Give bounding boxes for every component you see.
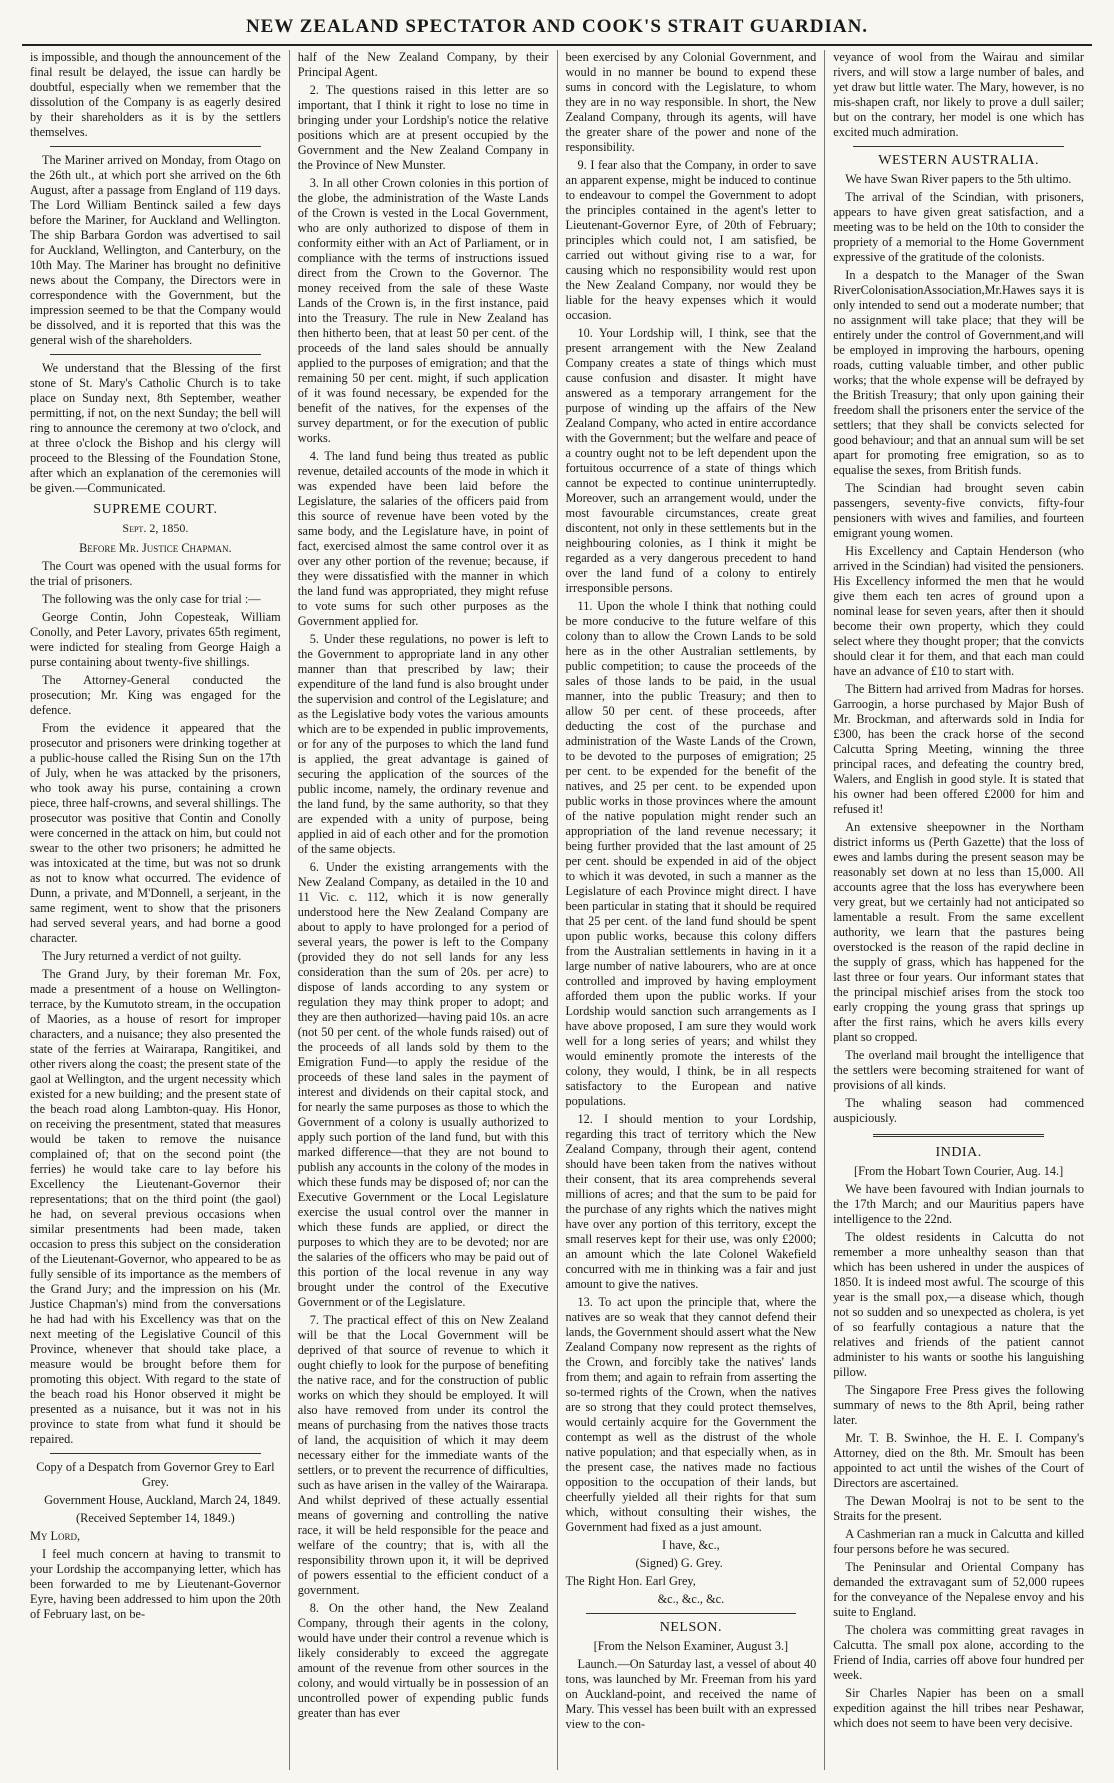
paragraph: Mr. T. B. Swinhoe, the H. E. I. Company's Attorney, died on the 8th. Mr. Smoult has been appointed to act until the wishes of the Court of Directors are ascertained. (833, 1431, 1084, 1490)
closing: I have, &c., (662, 1538, 720, 1552)
divider (50, 1453, 261, 1454)
addressee-etc: &c., &c., &c. (657, 1592, 725, 1606)
paragraph: 7. The practical effect of this on New Zealand will be that the Local Government will be deprived of that source of revenue to which it ought chiefly to look for the purpose of benefiting the native race, and for the construction of public works on which they should be employed. It will also have removed from under its control the means of purchasing from the natives those tracts of land, the acquisition of which it may deem necessary either for the immediate wants of the settlers, or to prevent the recurrence of difficulties, such as have arisen in the valley of the Wairarapa. And whilst deprived of these actually essential means of governing and controlling the native race, it will be held responsible for the peace and welfare of the country; that is, with all the responsibility thrown upon it, it will be deprived of powers essential to the efficient conduct of a government. (297, 1313, 549, 1597)
signature: (Signed) G. Grey. (635, 1556, 723, 1570)
paragraph: The Attorney-General conducted the prosecution; Mr. King was engaged for the defence. (30, 673, 281, 717)
despatch-place-date: Government House, Auckland, March 24, 1849. (44, 1493, 281, 1507)
section-source: [From the Nelson Examiner, August 3.] (593, 1639, 789, 1653)
paragraph: A Cashmerian ran a muck in Calcutta and killed four persons before he was secured. (833, 1527, 1084, 1556)
paragraph: The Scindian had brought seven cabin passengers, seventy-five convicts, fifty-four pensioners with wives and families, and fourteen emigrant young women. (833, 481, 1084, 540)
paragraph: The Peninsular and Oriental Company has demanded the extravagant sum of 52,000 rupees for the conveyance of the Nepalese envoy and his suite to England. (833, 1560, 1084, 1619)
paragraph: The Court was opened with the usual forms for the trial of prisoners. (30, 559, 281, 588)
section-heading-nelson: NELSON. (659, 1620, 722, 1635)
paragraph: In a despatch to the Manager of the Swan RiverColonisationAssociation,Mr.Hawes says it is only intended to send out a moderate number; that no assignment will take place; that they will be entirely under the control of Government,and will be employed in improving the harbours, opening roads, cutting valuable timber, and other public works; that the whole expense will be defrayed by the British Treasury; that only upon gaining their freedom shall the prisoners enter the service of the settlers; that they shall be convicts selected for good behaviour; and that an annual sum will be set apart for promoting free emigration, so as to equalise the sexes, from British funds. (833, 268, 1084, 477)
divider (586, 1613, 797, 1614)
paragraph: The oldest residents in Calcutta do not remember a more unhealthy season than that which has been ushered in under the auspices of 1850. It is indeed most awful. The scourge of this year is the small pox,—a disease which, though not so sudden and so unexpected as cholera, is yet of so fearfully contagious a nature that the relatives and friends of the patient cannot administer to his wants or soothe his languishing pillow. (833, 1230, 1084, 1379)
paragraph: 9. I fear also that the Company, in order to save an apparent expense, might be induced to continue to endeavour to compel the Government to adopt the principles contained in the agent's letter to Lieutenant-Governor Eyre, of 20th of February; principles which could not, I am satisfied, be carried out without giving rise to a war, for causing which no responsibility would rest upon the New Zealand Company, nor would they be liable for the heavy expenses which it would occasion. (565, 158, 817, 322)
addressee: The Right Hon. Earl Grey, (565, 1574, 696, 1588)
salutation: My Lord, (30, 1529, 81, 1543)
paragraph: 12. I should mention to your Lordship, regarding this tract of territory which the New Zealand Company, through their agent, contend should have been taken from the natives without their consent, that its area comprehends several millions of acres; and that the sum to be paid for the purchase of any rights which the natives might have over any portion of this territory, except the small reserves kept for their use, was only £2000; an amount which the late Colonel Wakefield concurred with me in thinking was a fair and just amount to give the natives. (565, 1112, 817, 1291)
column-2 (290, 50, 558, 1770)
paragraph: We have Swan River papers to the 5th ultimo. (845, 172, 1072, 186)
paragraph: The arrival of the Scindian, with prisoners, appears to have given great satisfaction, and a meeting was to be held on the 10th to consider the propriety of a memorial to the Home Government expressive of the gratitude of the colonists. (833, 190, 1084, 264)
masthead: NEW ZEALAND SPECTATOR AND COOK'S STRAIT GUARDIAN. (22, 16, 1092, 46)
paragraph: half of the New Zealand Company, by their Principal Agent. (297, 50, 549, 79)
paragraph: 2. The questions raised in this letter are so important, that I think it right to lose no time in bringing under your Lordship's notice the relative positions which are at present occupied by the Government and the New Zealand Company in the Province of New Munster. (297, 83, 549, 172)
paragraph: 11. Upon the whole I think that nothing could be more conducive to the future welfare of this colony than to allow the Crown Lands to be sold here as in the other Australian settlements, by public competition; to cause the proceeds of the sales of those lands to be paid, in the usual manner, into the public Treasury; and then to allow 50 per cent. of these proceeds, after deducting the cost of the purchase and administration of the Waste Lands of the Crown, to be devoted to the purposes of emigration; 25 per cent. to be expended for the benefit of the natives, and 25 per cent. to be expended upon public works in those provinces where the amount of the native population might render such an appropriation of the land revenue necessary; it being further provided that the last amount of 25 per cent. should be expended in aid of the object to which it was devoted, in such a manner as the Legislature of each Province might direct. I have been particular in stating that it should be required that 25 per cent. of the land fund should be spent upon public works, because this colony differs from the Australian settlements in having in it a large number of native labourers, who are at once controlled and improved by having employment afforded them upon the public works. If your Lordship would sanction such arrangements as I have above proposed, I am sure they would work well for a long series of years; and whilst they would eminently promote the interests of the colony, they would, I think, be in all respects satisfactory to the European and native populations. (565, 599, 817, 1108)
column-1 (22, 50, 290, 1770)
section-heading-supreme-court: SUPREME COURT. (93, 502, 218, 517)
column-3 (558, 50, 826, 1770)
paragraph: The Bittern had arrived from Madras for horses. Garroogin, a horse purchased by Major Bush of Mr. Brockman, and afterwards sold in India for £300, has been the crack horse of the second Calcutta Spring Meeting, winning the three principal races, and defeating the country bred, Walers, and English in good style. It is stated that his owner had been offered £2000 for him and refused it! (833, 682, 1084, 816)
paragraph: We understand that the Blessing of the first stone of St. Mary's Catholic Church is to take place on Sunday next, 8th September, weather permitting, if not, on the next Sunday; the bell will ring to announce the ceremony at two o'clock, and at three o'clock the Bishop and his clergy will proceed to the Blessing of the Foundation Stone, after which an explanation of the ceremonies will be given.—Communicated. (30, 361, 281, 495)
paragraph: been exercised by any Colonial Government, and would in no manner be bound to expend these sums in concord with the Legislature, to whom they are in no way responsible. In short, the New Zealand Company, through its agents, will have the greater share of the power and none of the responsibility. (565, 50, 817, 154)
section-source: [From the Hobart Town Courier, Aug. 14.] (854, 1164, 1064, 1178)
paragraph: His Excellency and Captain Henderson (who arrived in the Scindian) had visited the pensioners. His Excellency informed the men that he would give them each ten acres of ground upon a nominal lease for seven years, after then it should become their own property, which they could select where they thought proper; that the convicts should clear it for them, and that each man could have an advance of £10 to start with. (833, 544, 1084, 678)
paragraph: The Dewan Moolraj is not to be sent to the Straits for the present. (833, 1494, 1084, 1523)
despatch-title: Copy of a Despatch from Governor Grey to Earl Grey. (36, 1460, 275, 1489)
paragraph: 10. Your Lordship will, I think, see that the present arrangement with the New Zealand Company creates a state of things which must cause confusion and disaster. It might have answered as a temporary arrangement for the purpose of winding up the affairs of the New Zealand Company, who acted in entire accordance with the Government; but the welfare and peace of a country ought not to be left dependent upon the fortuitous occurrence of a state of things which cannot be expected to continue uninterruptedly. Moreover, such an arrangement would, under the most favourable circumstances, create great discontent, not only in these settlements but in the neighbouring colonies, as I think it might be regarded as a very dangerous precedent to hand over the land fund of a colony to entirely irresponsible persons. (565, 326, 817, 595)
paragraph: veyance of wool from the Wairau and similar rivers, and will stow a large number of bales, and yet draw but little water. The Mary, however, is no mis-shapen craft, nor likely to prove a dull sailer; but on the contrary, her model is one which has excited much admiration. (833, 50, 1084, 139)
paragraph: From the evidence it appeared that the prosecutor and prisoners were drinking together at a public-house called the Rising Sun on the 17th of July, when he was attacked by the prisoners, who took away his purse, containing a crown piece, three half-crowns, and several shillings. The prosecutor was positive that Contin and Conolly were concerned in the attack on him, but could not swear to the other two prisoners; he admitted he was intoxicated at the time, but was not so drunk as not to know what occurred. The evidence of Dunn, a private, and M'Donnell, a serjeant, in the same regiment, went to show that the prisoners had served several years, and had borne a good character. (30, 721, 281, 945)
paragraph: 6. Under the existing arrangements with the New Zealand Company, as detailed in the 10 and 11 Vic. c. 112, which it is now generally understood here the New Zealand Company are about to apply to have prolonged for a period of several years, the power is left to the Company (provided they do not sell lands for any less consideration than the sum of 20s. per acre) to dispose of lands according to any system or regulation they may think proper to adopt; and they are then authorized—having paid 10s. an acre (not 50 per cent. of the whole funds raised) out of the proceeds of all lands sold by them to the Emigration Fund—to apply the residue of the proceeds of these land sales in the payment of interest and dividends on their capital stock, and for nearly the same purposes as those to which the Government of a colony is usually authorized to apply such portion of the land fund, but with this marked difference—that they are not bound to publish any accounts in the colony of the modes in which these funds may be disposed of; nor can the Executive Government or the Local Legislature exercise the usual control over the manner in which these funds are applied, or direct the purposes to which they are to be devoted; nor are the salaries of the officers who may be paid out of this portion of the local revenue in any way brought under the control of the Executive Government or of the Legislature. (297, 860, 549, 1309)
paragraph: The Jury returned a verdict of not guilty. (42, 949, 242, 963)
section-date: Sept. 2, 1850. (122, 521, 189, 535)
paragraph: 8. On the other hand, the New Zealand Company, through their agents in the colony, would have under their control a revenue which is likely considerably to exceed the aggregate amount of the revenue from other sources in the colony, and would virtually be in possession of an uncontrolled power of expending public funds greater than has ever (297, 1601, 549, 1720)
paragraph: 4. The land fund being thus treated as public revenue, detailed accounts of the mode in which it was expended have been laid before the Legislature, the salaries of the officers paid from this source of revenue have been voted by the same body, and the Legislature have, in point of fact, exercised almost the same control over it as over any other portion of the revenue; because, if they were dissatisfied with the manner in which the land fund was appropriated, they might refuse to vote sums for such other purposes as the Government applied for. (297, 449, 549, 628)
paragraph: The Mariner arrived on Monday, from Otago on the 26th ult., at which port she arrived on the 6th August, after a passage from England of 119 days. The Lord William Bentinck sailed a few days before the Mariner, for Auckland and Wellington. The ship Barbara Gordon was advertised to sail for Auckland, Wellington, and Canterbury, on the 10th May. The Mariner has brought no definitive news about the Company, the Directors were in correspondence with the Government, but the impression seemed to be that the Company would be dissolved, and it is reported that this was the general wish of the shareholders. (30, 153, 281, 347)
despatch-received: (Received September 14, 1849.) (75, 1511, 235, 1525)
column-4 (825, 50, 1092, 1770)
paragraph: 5. Under these regulations, no power is left to the Government to appropriate land in any other manner than that prescribed by law; their expenditure of the land fund is also brought under the supervision and control of the Legislature; and as the Legislative body votes the various amounts which are to be expended in public improvements, or for any of the purposes to which the land fund is applied, the great advantage is gained of securing the application of the sources of the public income, namely, the ordinary revenue and the land fund, by the same authority, so that they are expended with a unity of purpose, being applied in aid of each other and for the promotion of the same objects. (297, 632, 549, 856)
paragraph: The overland mail brought the intelligence that the settlers were becoming straitened for want of provisions of all kinds. (833, 1048, 1084, 1092)
paragraph: An extensive sheepowner in the Northam district informs us (Perth Gazette) that the loss of ewes and lambs during the present season may be reasonably set down at no less than 15,000. All accounts agree that the loss has everywhere been very great, but we certainly had not anticipated so lamentable a result. From the same excellent authority, we learn that the pastures being overstocked is the reason of the rapid decline in the supply of grass, which has happened for the last three or four years. Our informant states that the principal mischief arises from the stock too early cropping the young grass that springs up after the first rains, which he avers kills every plant so cropped. (833, 820, 1084, 1044)
court-before: Before Mr. Justice Chapman. (79, 541, 232, 555)
paragraph: The following was the only case for trial :— (42, 592, 261, 606)
divider (853, 146, 1064, 147)
divider (50, 146, 261, 147)
paragraph: The whaling season had commenced auspiciously. (833, 1096, 1084, 1125)
divider (873, 1134, 1044, 1137)
section-heading-india: INDIA. (935, 1145, 982, 1160)
paragraph: The cholera was committing great ravages in Calcutta. The small pox alone, according to the Friend of India, carries off above four hundred per week. (833, 1623, 1084, 1682)
paragraph: 3. In all other Crown colonies in this portion of the globe, the administration of the Waste Lands of the Crown is vested in the Local Government, who are only authorized to dispose of them in conformity either with an Act of Parliament, or in compliance with the terms of instructions issued direct from the Crown to the Governor. The money received from the sale of these Waste Lands of the Crown is, in the first instance, paid into the Treasury. The rule in New Zealand has then hitherto been, that at least 50 per cent. of the proceeds of the land sales should be annually applied to the purposes of emigration; and that the remaining 50 per cent. might, if such application of it was found necessary, be expended for the benefit of the natives, for the expenses of the survey department, or for the execution of public works. (297, 176, 549, 445)
paragraph: George Contin, John Copesteak, William Conolly, and Peter Lavory, privates 65th regiment, were indicted for stealing from George Haigh a purse containing about twenty-five shillings. (30, 610, 281, 669)
paragraph: The Grand Jury, by their foreman Mr. Fox, made a presentment of a house on Wellington-terrace, by the Kumutoto stream, in the occupation of Maories, as a house of resort for improper characters, and a nuisance; they also presented the state of the ferries at Wairarapa, Rangitikei, and other rivers along the coast; the present state of the gaol at Wellington, and the urgent necessity which existed for a new building; and the present state of the beach road along Lambton-quay. His Honor, on receiving the presentment, stated that measures would be taken to remove the nuisance complained of; that on the second point (the ferries) he would take care to lay before his Excellency the Lieutenant-Governor their representations; that on the third point (the gaol) he had, on several previous occasions when similar presentments had been made, taken occasion to press this subject on the consideration of the Lieutenant-Governor, who appeared to be as fully sensible of its importance as the members of the Grand Jury; and the impression on his (Mr. Justice Chapman's) mind from the conversations he had had with his Excellency was that on the next meeting of the Legislative Council of this Province, whenever that should take place, a measure would be brought before them for promoting this object. With regard to the state of the beach road his Honor observed it might be presented as a nuisance, but it was not in his province to state from what fund it should be repaired. (30, 967, 281, 1446)
paragraph: Sir Charles Napier has been on a small expedition against the hill tribes near Peshawar, which does not seem to have been very decisive. (833, 1686, 1084, 1730)
paragraph: The Singapore Free Press gives the following summary of news to the 8th April, being rather later. (833, 1383, 1084, 1427)
paragraph: is impossible, and though the announcement of the final result be delayed, the issue can hardly be doubtful, especially when we remember that the dissolution of the Company is as eagerly desired by their shareholders as it is by the settlers themselves. (30, 50, 281, 139)
paragraph: We have been favoured with Indian journals to the 17th March; and our Mauritius papers have intelligence to the 22nd. (833, 1182, 1084, 1226)
paragraph: I feel much concern at having to transmit to your Lordship the accompanying letter, which has been forwarded to me by Lieutenant-Governor Eyre, having been addressed to him upon the 20th of February last, on be- (30, 1547, 281, 1621)
section-heading-western-australia: WESTERN AUSTRALIA. (878, 153, 1039, 168)
columns (22, 50, 1092, 1770)
divider (50, 354, 261, 355)
paragraph: 13. To act upon the principle that, where the natives are so weak that they cannot defend their lands, the Government should assert what the New Zealand Company now represent as the rights of the Crown, and forcibly take the natives' lands from them; and again to refrain from asserting the so-termed rights of the Crown, when the natives are so strong that they could protect themselves, would certainly acquire for the Government the contempt as well as the distrust of the whole native population; and that especially when, as in the present case, the natives made no factious opposition to the occupation of their lands, but cheerfully yielded all their rights for that sum which, without consulting their wishes, the Government had fixed as a just amount. (565, 1295, 817, 1534)
paragraph: Launch.—On Saturday last, a vessel of about 40 tons, was launched by Mr. Freeman from his yard on Auckland-point, and received the name of Mary. This vessel has been built with an expressed view to the con- (565, 1657, 817, 1731)
